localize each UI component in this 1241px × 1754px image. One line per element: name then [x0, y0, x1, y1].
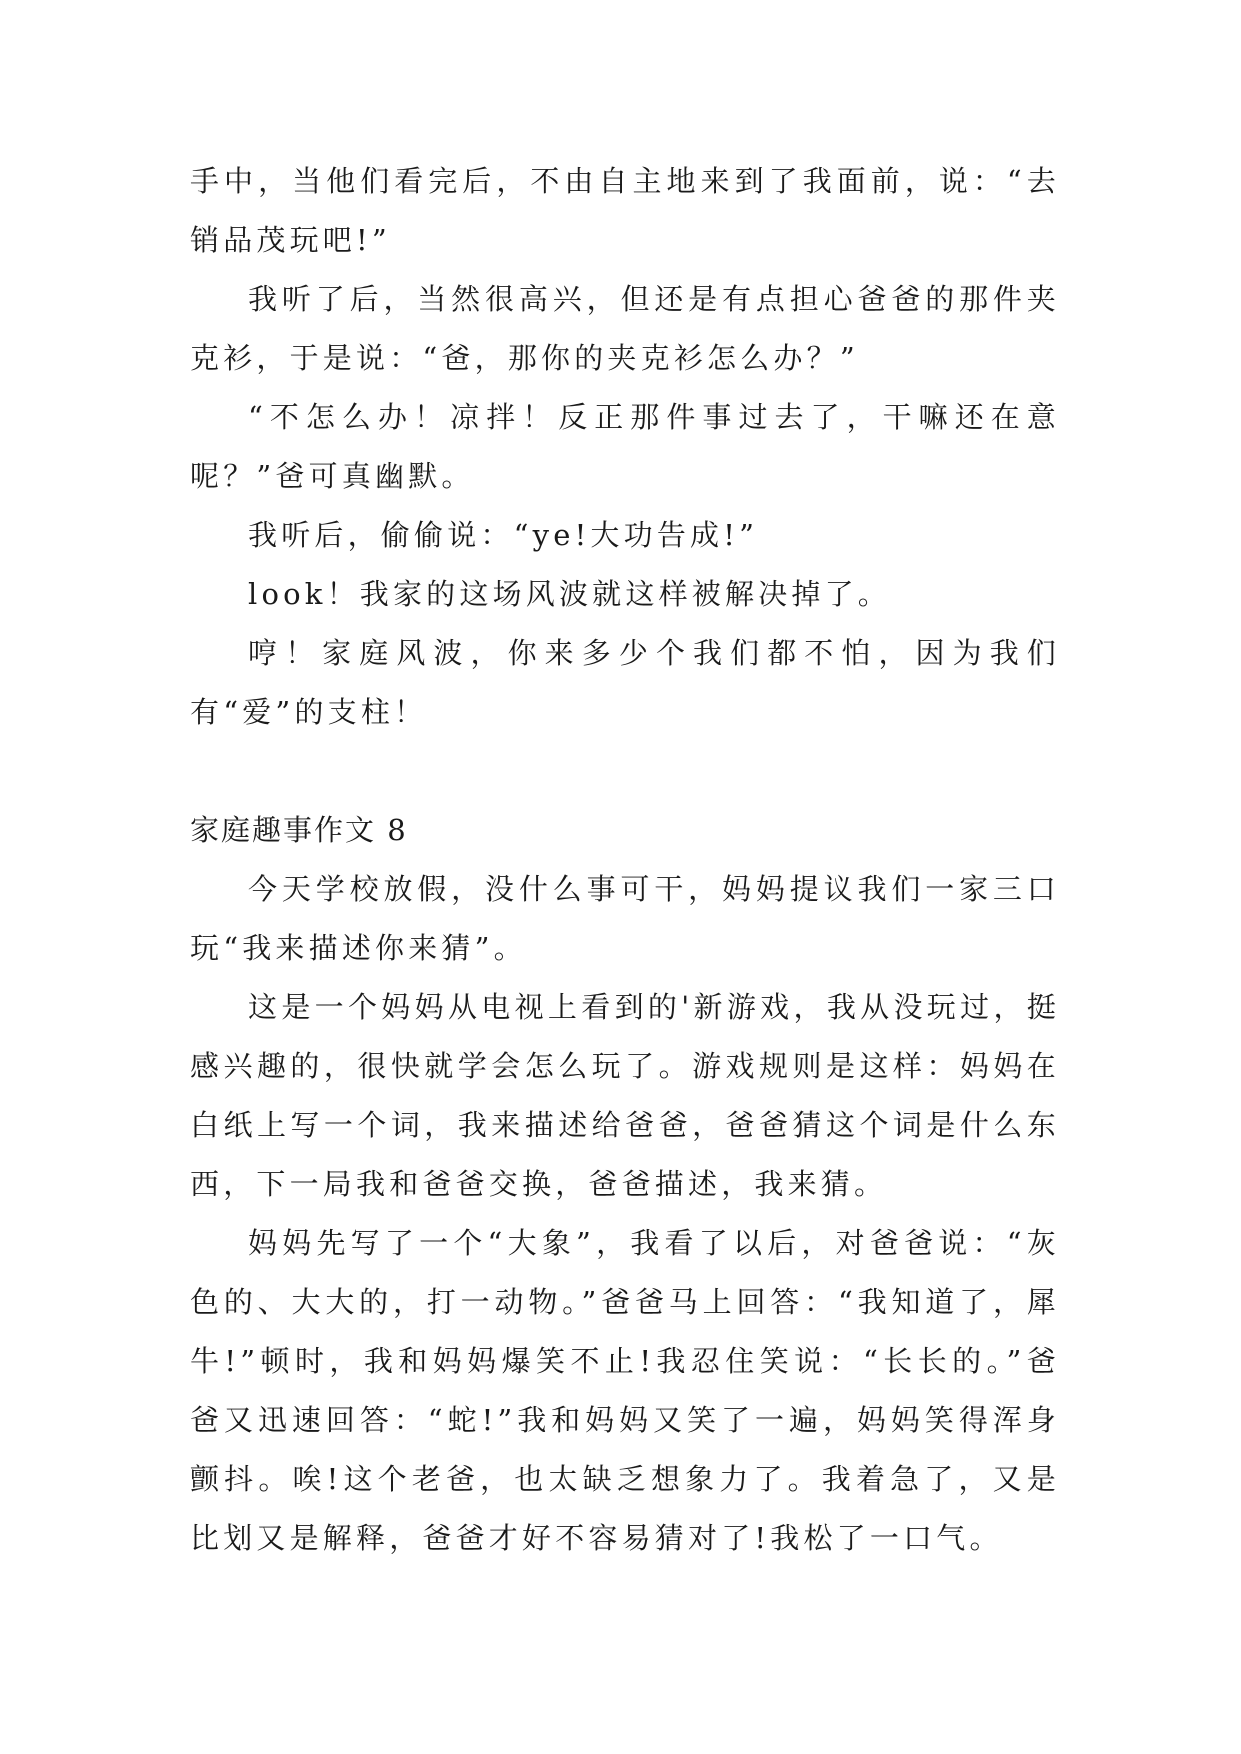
paragraph: 我听后，偷偷说：“ye!大功告成!” [248, 518, 759, 552]
paragraph: “不怎么办！凉拌！反正那件事过去了，干嘛还在意呢？”爸可真幽默。 [190, 400, 1060, 493]
paragraph: 手中，当他们看完后，不由自主地来到了我面前，说：“去销品茂玩吧!” [190, 164, 1060, 257]
paragraph: 我听了后，当然很高兴，但还是有点担心爸爸的那件夹克衫，于是说：“爸，那你的夹克衫怎么办？” [190, 282, 1060, 375]
paragraph: 妈妈先写了一个“大象”，我看了以后，对爸爸说：“灰色的、大大的，打一动物。”爸爸马上回答：“我知道了，犀牛!”顿时，我和妈妈爆笑不止!我忍住笑说：“长长的。”爸爸又迅速回答：“蛇!”我和妈妈又笑了一遍，妈妈笑得浑身颤抖。唉!这个老爸，也太缺乏想象力了。我着急了，又是比划又是解释，爸爸才好不容易猜对了!我松了一口气。 [190, 1226, 1060, 1555]
paragraph: 哼！家庭风波，你来多少个我们都不怕，因为我们有“爱”的支柱！ [190, 636, 1060, 729]
paragraph: 今天学校放假，没什么事可干，妈妈提议我们一家三口玩“我来描述你来猜”。 [190, 872, 1060, 965]
section-title: 家庭趣事作文 8 [190, 813, 408, 847]
document-body [190, 152, 1060, 1568]
paragraph: 这是一个妈妈从电视上看到的'新游戏，我从没玩过，挺感兴趣的，很快就学会怎么玩了。游戏规则是这样：妈妈在白纸上写一个词，我来描述给爸爸，爸爸猜这个词是什么东西，下一局我和爸爸交换，爸爸描述，我来猜。 [190, 990, 1060, 1201]
paragraph: look！我家的这场风波就这样被解决掉了。 [248, 577, 891, 611]
